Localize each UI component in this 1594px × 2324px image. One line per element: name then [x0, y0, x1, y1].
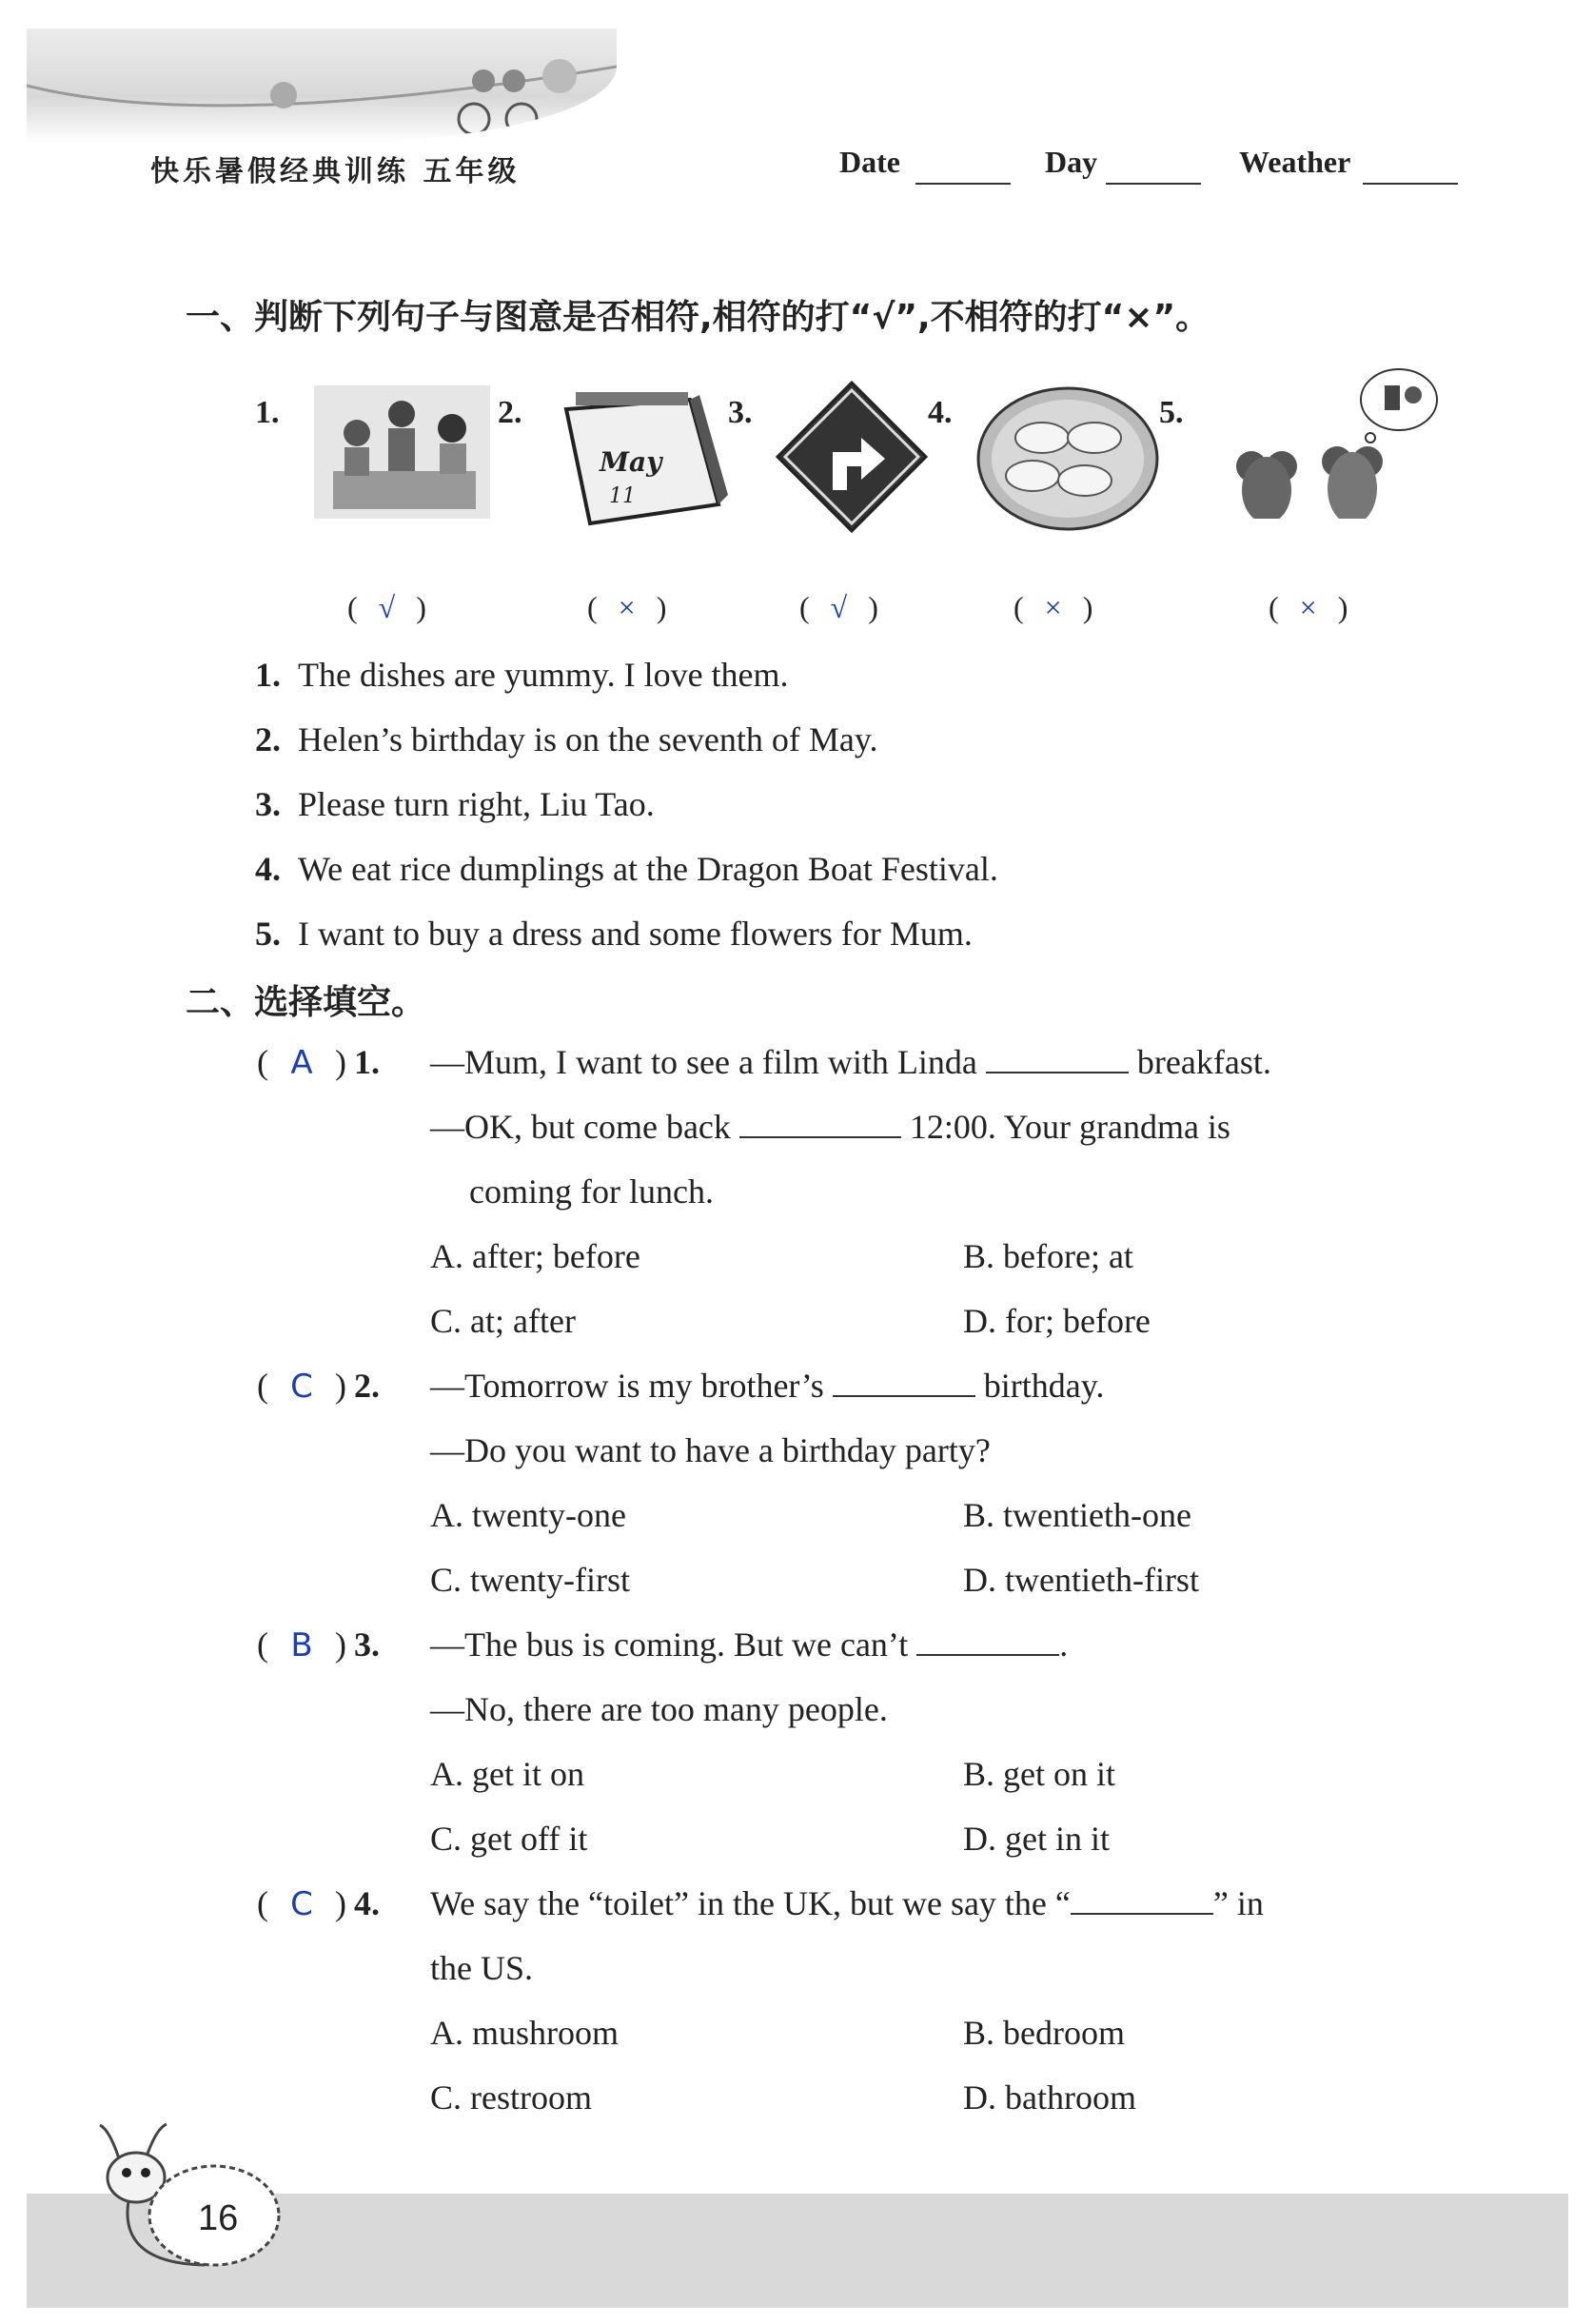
book-title: 快乐暑假经典训练 五年级	[150, 155, 521, 188]
answer-mark-2: ( × )	[587, 590, 667, 624]
question-1-line1: —Mum, I want to see a film with Linda breakfast.	[430, 1043, 1271, 1081]
kids-cycling-illustration	[27, 29, 617, 143]
date-label: Date	[839, 145, 900, 179]
question-2-option-c[interactable]: C. twenty-first	[430, 1561, 630, 1599]
sentence-5: 5. I want to buy a dress and some flowers for Mum.	[255, 915, 973, 953]
day-field[interactable]	[1106, 183, 1201, 185]
svg-text:May: May	[600, 446, 662, 478]
answer-mark-3: ( √ )	[799, 590, 878, 624]
section1-title: 一、判断下列句子与图意是否相符,相符的打“√”,不相符的打“×”。	[186, 298, 1210, 337]
question-1-line2: —OK, but come back 12:00. Your grandma is	[430, 1108, 1230, 1146]
question-2-blank[interactable]	[833, 1367, 975, 1397]
question-3-option-b[interactable]: B. get on it	[963, 1755, 1115, 1793]
question-2-line2: —Do you want to have a birthday party?	[430, 1431, 991, 1469]
question-2-answer[interactable]: ( C ) 2.	[257, 1367, 380, 1406]
page-number: 16	[198, 2198, 239, 2238]
question-4-option-d[interactable]: D. bathroom	[963, 2078, 1136, 2117]
weather-field[interactable]	[1363, 183, 1458, 185]
dumplings-plate-illustration	[975, 381, 1161, 533]
header-banner	[27, 29, 617, 143]
snail-icon	[90, 2120, 290, 2273]
question-2-option-a[interactable]: A. twenty-one	[430, 1496, 626, 1534]
question-2-option-b[interactable]: B. twentieth-one	[963, 1496, 1191, 1534]
picture-number-1: 1.	[255, 395, 280, 430]
question-3-option-a[interactable]: A. get it on	[430, 1755, 584, 1793]
question-3-option-c[interactable]: C. get off it	[430, 1820, 588, 1858]
question-1-option-b[interactable]: B. before; at	[963, 1237, 1133, 1275]
weather-label: Weather	[1239, 145, 1351, 179]
sentence-4: 4. We eat rice dumplings at the Dragon Boat Festival.	[255, 850, 998, 888]
mice-thinking-illustration	[1213, 366, 1442, 519]
question-3-answer[interactable]: ( B ) 3.	[257, 1625, 380, 1664]
question-1-blank-2[interactable]	[739, 1108, 901, 1138]
answer-mark-5: ( × )	[1269, 590, 1348, 624]
sentence-3: 3. Please turn right, Liu Tao.	[255, 785, 655, 823]
question-3-line2: —No, there are too many people.	[430, 1690, 888, 1728]
answer-mark-4: ( × )	[1013, 590, 1093, 624]
turn-right-sign-illustration	[776, 381, 928, 533]
calendar-may-11-illustration	[547, 381, 728, 533]
question-1-option-d[interactable]: D. for; before	[963, 1302, 1151, 1340]
question-3-line1: —The bus is coming. But we can’t .	[430, 1625, 1069, 1664]
question-1-option-c[interactable]: C. at; after	[430, 1302, 576, 1340]
question-1-answer[interactable]: ( A ) 1.	[257, 1043, 380, 1082]
answer-mark-1: ( √ )	[347, 590, 426, 624]
question-1-line3: coming for lunch.	[469, 1172, 714, 1211]
question-1-option-a[interactable]: A. after; before	[430, 1237, 640, 1275]
question-3-blank[interactable]	[916, 1625, 1059, 1656]
section2-title: 二、选择填空。	[186, 983, 426, 1022]
question-4-option-b[interactable]: B. bedroom	[963, 2014, 1125, 2052]
question-4-answer[interactable]: ( C ) 4.	[257, 1884, 380, 1923]
sentence-1: 1. The dishes are yummy. I love them.	[255, 656, 789, 694]
question-4-option-c[interactable]: C. restroom	[430, 2078, 592, 2117]
picture-number-2: 2.	[498, 395, 522, 430]
picture-number-3: 3.	[728, 395, 753, 430]
picture-number-4: 4.	[928, 395, 953, 430]
picture-number-5: 5.	[1159, 395, 1184, 430]
day-label: Day	[1045, 145, 1098, 179]
question-1-blank-1[interactable]	[986, 1043, 1129, 1073]
question-4-line2: the US.	[430, 1949, 533, 1987]
family-dinner-illustration	[314, 381, 490, 533]
date-field[interactable]	[915, 183, 1011, 185]
question-2-option-d[interactable]: D. twentieth-first	[963, 1561, 1199, 1599]
question-2-line1: —Tomorrow is my brother’s birthday.	[430, 1367, 1105, 1405]
question-4-line1: We say the “toilet” in the UK, but we say the “ ” in	[430, 1884, 1264, 1922]
question-4-option-a[interactable]: A. mushroom	[430, 2014, 619, 2052]
question-3-option-d[interactable]: D. get in it	[963, 1820, 1110, 1858]
sentence-2: 2. Helen’s birthday is on the seventh of May.	[255, 720, 878, 758]
question-4-blank[interactable]	[1071, 1884, 1213, 1915]
svg-text:11: 11	[609, 484, 636, 508]
